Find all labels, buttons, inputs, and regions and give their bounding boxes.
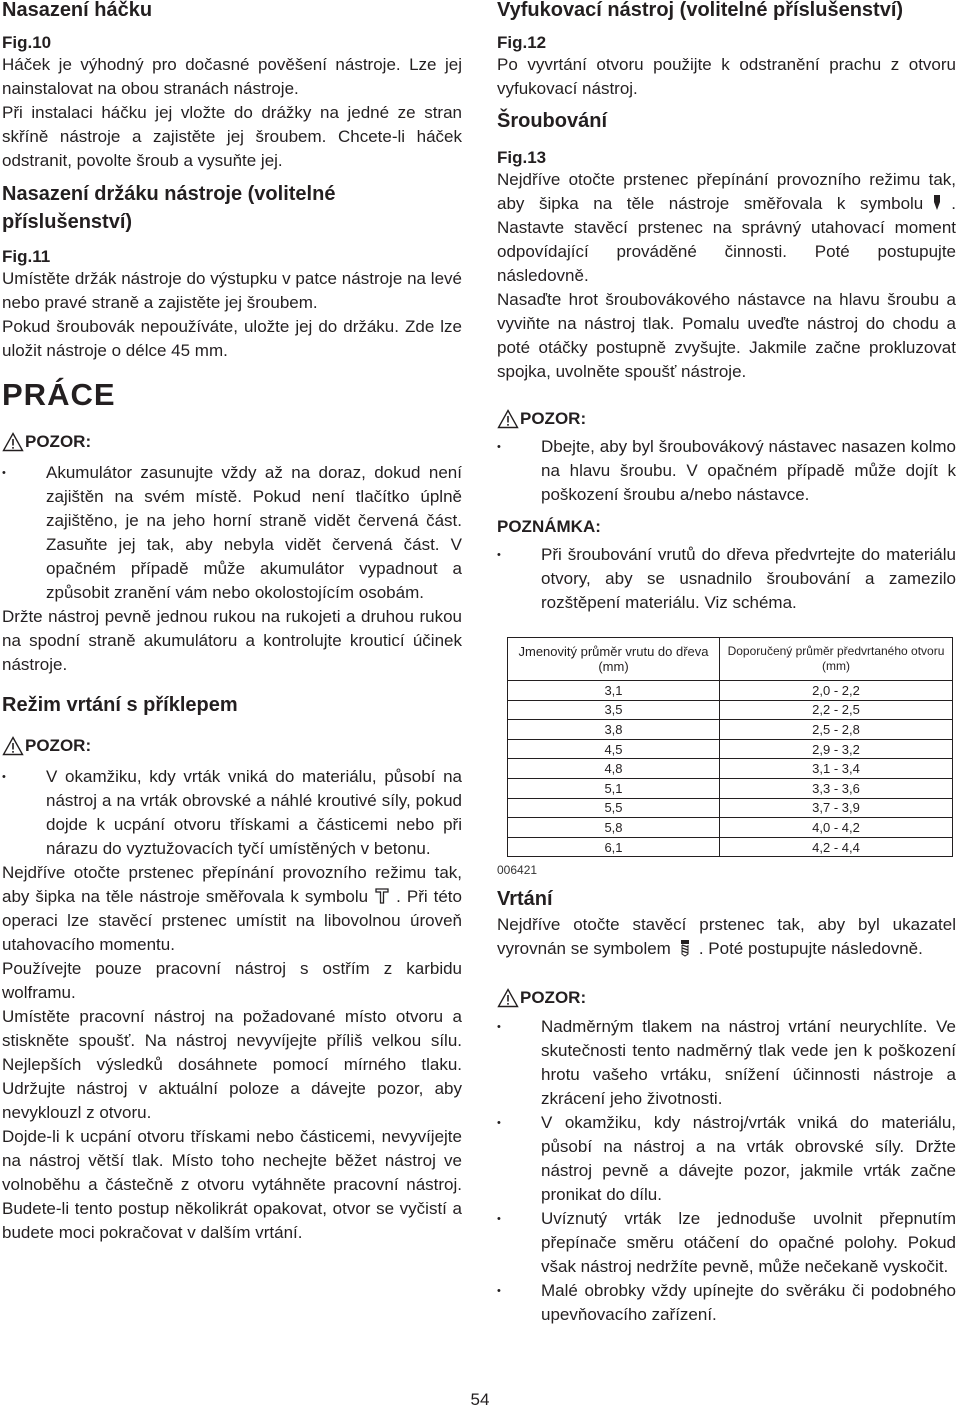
table-cell-screw-diameter: 4,8 xyxy=(508,759,720,779)
caution-label: POZOR: xyxy=(25,736,92,755)
section-title-hammer-drill: Režim vrtání s příklepem xyxy=(2,694,238,716)
caution-heading-1 xyxy=(2,429,462,455)
table-row xyxy=(508,778,953,798)
caution-heading-2 xyxy=(2,733,462,759)
warning-triangle-icon xyxy=(2,736,24,756)
screw-symbol-icon xyxy=(929,194,945,212)
table-cell-screw-diameter: 3,5 xyxy=(508,700,720,720)
table-cell-pilot-diameter: 3,3 - 3,6 xyxy=(720,778,953,798)
list-item: • V okamžiku, kdy nástroj/vrták vniká do materiálu, působí na nástroj a na vrták obrovské síly. Držte nástroj pevně a dávejte pozor, jakmile vrták začne pronikat do dílu. xyxy=(497,1111,956,1207)
list-item: • Uvíznutý vrták lze jednoduše uvolnit přepnutím přepínače směru otáčení do opačné polohy. Pokud však nástroj nedržíte pevně, může nečekaně vyskočit. xyxy=(497,1207,956,1279)
table-cell-pilot-diameter: 2,0 - 2,2 xyxy=(720,681,953,701)
caution-list-3 xyxy=(497,435,956,507)
hammer-drill-symbol-icon xyxy=(374,887,390,905)
caution-heading-4 xyxy=(497,985,956,1011)
table-cell-pilot-diameter: 4,2 - 4,4 xyxy=(720,837,953,857)
list-item: • Nadměrným tlakem na nástroj vrtání neurychlíte. Ve skutečnosti tento nadměrný tlak vede jen k poškození hrotu vašeho vrtáku, snížení účinnosti nástroje a zkrácení jeho životnosti. xyxy=(497,1015,956,1111)
paragraph-screw-mode xyxy=(497,168,956,288)
paragraph-drilling xyxy=(497,913,956,961)
paragraph-carbide-bit: Používejte pouze pracovní nástroj s ostřím z karbidu wolframu. xyxy=(2,959,462,1002)
table-row xyxy=(508,798,953,818)
table-code: 006421 xyxy=(497,863,538,878)
list-item: • Dbejte, aby byl šroubovákový nástavec nasazen kolmo na hlavu šroubu. V opačném případě může dojít k poškození šroubu a/nebo nástavce. xyxy=(497,435,956,507)
table-row xyxy=(508,818,953,838)
caution-label: POZOR: xyxy=(25,432,92,451)
paragraph-hook-install: Při instalaci háčku jej vložte do drážky na jedné ze stran skříně nástroje a zajistěte jej šroubem. Chcete-li háček odstranit, povolte šroub a vysuňte jej. xyxy=(2,103,462,170)
text-fragment: . Nastavte stavěcí prstenec na správný utahovací moment odpovídající prováděné činnosti. Poté postupujte následovně. xyxy=(497,194,956,285)
fig-label-13: Fig.13 xyxy=(497,148,547,167)
table-row xyxy=(508,739,953,759)
caution-list-2 xyxy=(2,765,462,861)
list-item: • Malé obrobky vždy upínejte do svěráku či podobného upevňovacího zařízení. xyxy=(497,1279,956,1327)
paragraph-screw-procedure: Nasaďte hrot šroubovákového nástavce na hlavu šroubu a vyviňte na nástroj tlak. Pomalu uveďte nástroj do chodu a poté otáčky postupně zvyšujte. Jakmile začne prokluzovat spojka, uvolněte spoušť nástroje. xyxy=(497,290,956,381)
drill-symbol-icon xyxy=(677,939,693,957)
caution-list-1 xyxy=(2,461,462,605)
table-row xyxy=(508,837,953,857)
table-header-row xyxy=(508,638,953,681)
text-fragment: Nejdříve otočte prstenec přepínání provozního režimu tak, aby šipka na těle nástroje směřovala k symbolu xyxy=(2,863,462,906)
table-cell-screw-diameter: 3,1 xyxy=(508,681,720,701)
table-body xyxy=(508,681,953,857)
table-cell-pilot-diameter: 2,5 - 2,8 xyxy=(720,720,953,740)
fig-label-10: Fig.10 xyxy=(2,33,52,52)
paragraph-mode-ring xyxy=(2,861,462,957)
caution-list-4 xyxy=(497,1015,956,1327)
warning-triangle-icon xyxy=(497,409,519,429)
warning-triangle-icon xyxy=(2,432,24,452)
paragraph-holder-place: Umístěte držák nástroje do výstupku v patce nástroje na levé nebo pravé straně a zajistěte jej šroubem. xyxy=(2,269,462,312)
table-row xyxy=(508,759,953,779)
table-cell-screw-diameter: 4,5 xyxy=(508,739,720,759)
table-cell-pilot-diameter: 2,9 - 3,2 xyxy=(720,739,953,759)
section-title-hook: Nasazení háčku xyxy=(2,0,153,21)
table-cell-pilot-diameter: 4,0 - 4,2 xyxy=(720,818,953,838)
warning-triangle-icon xyxy=(497,988,519,1008)
text-fragment: . Poté postupujte následovně. xyxy=(698,939,923,959)
caution-label: POZOR: xyxy=(520,409,587,428)
right-column xyxy=(497,0,956,1327)
section-title-drilling: Vrtání xyxy=(497,888,553,911)
note-list xyxy=(497,543,956,615)
paragraph-hold-tool: Držte nástroj pevně jednou rukou na rukojeti a druhou rukou na spodní straně akumulátoru a kontrolujte krouticí účinek nástroje. xyxy=(2,607,462,674)
left-column xyxy=(2,0,462,1245)
table-cell-screw-diameter: 5,8 xyxy=(508,818,720,838)
table-cell-pilot-diameter: 3,1 - 3,4 xyxy=(720,759,953,779)
list-item: • Akumulátor zasunujte vždy až na doraz, dokud není zajištěn na svém místě. Pokud není tlačítko úplně zajištěno, je na jeho horní straně vidět červená část. Zasuňte jej tak, aby nebyla vidět červená část. V opačném případě může akumulátor vypadnout a způsobit zranění vám nebo okolostojícím osobám. xyxy=(2,461,462,605)
caution-heading-3 xyxy=(497,406,956,432)
table-cell-screw-diameter: 6,1 xyxy=(508,837,720,857)
paragraph-hook-intro: Háček je výhodný pro dočasné pověšení nástroje. Lze jej nainstalovat na obou stranách nástroje. xyxy=(2,55,462,98)
paragraph-holder-store: Pokud šroubovák nepoužíváte, uložte jej do držáku. Zde lze uložit nástroje o délce 45 mm. xyxy=(2,317,462,360)
table-header-pilot-diameter: Doporučený průměr předvrtaného otvoru (mm) xyxy=(720,638,953,681)
text-fragment: Nejdříve otočte prstenec přepínání provozního režimu tak, aby šipka na těle nástroje směřovala k symbolu xyxy=(497,170,956,213)
text-fragment: . Při této operaci lze stavěcí prstenec umístit na libovolnou úroveň utahovacího momentu. xyxy=(2,887,462,954)
section-title-blow-out: Vyfukovací nástroj (volitelné příslušenství) xyxy=(497,0,904,21)
section-title-screwdriving: Šroubování xyxy=(497,110,608,132)
paragraph-blow-out: Po vyvrtání otvoru použijte k odstranění prachu z otvoru vyfukovací nástroj. xyxy=(497,55,956,98)
table-cell-screw-diameter: 5,1 xyxy=(508,778,720,798)
note-label: POZNÁMKA: xyxy=(497,517,601,536)
table-cell-screw-diameter: 3,8 xyxy=(508,720,720,740)
fig-label-11: Fig.11 xyxy=(2,247,51,266)
list-item: • V okamžiku, kdy vrták vniká do materiálu, působí na nástroj a na vrták obrovské a náhlé kroutivé síly, pokud dojde k ucpání otvoru třískami a částicemi nebo při nárazu do vyztužovacích tyčí umístěných v betonu. xyxy=(2,765,462,861)
table-cell-screw-diameter: 5,5 xyxy=(508,798,720,818)
table-cell-pilot-diameter: 2,2 - 2,5 xyxy=(720,700,953,720)
table-header-screw-diameter: Jmenovitý průměr vrutu do dřeva (mm) xyxy=(508,638,720,681)
table-cell-pilot-diameter: 3,7 - 3,9 xyxy=(720,798,953,818)
text-fragment: Nejdříve otočte stavěcí prstenec tak, aby byl ukazatel vyrovnán se symbolem xyxy=(497,915,956,959)
list-item: • Při šroubování vrutů do dřeva předvrtejte do materiálu otvory, aby se usnadnilo šroubování a zamezilo rozštěpení materiálu. Viz schéma. xyxy=(497,543,956,615)
table-row xyxy=(508,700,953,720)
caution-label: POZOR: xyxy=(520,988,587,1008)
table-row xyxy=(508,681,953,701)
section-title-tool-holder: Nasazení držáku nástroje (volitelné příslušenství) xyxy=(2,183,336,233)
paragraph-clogging: Dojde-li k ucpání otvoru třískami nebo částicemi, nevyvíjejte na nástroj větší tlak. Místo toho nechejte běžet nástroj ve volnoběhu a částečně z otvoru vytáhněte pracovní nástroj. Budete-li tento postup několikrát opakovat, otvor se vyčistí a budete moci pokračovat v dalším vrtání. xyxy=(2,1127,462,1242)
table-row xyxy=(508,720,953,740)
paragraph-place-bit: Umístěte pracovní nástroj na požadované místo otvoru a stiskněte spoušť. Na nástroj nevyvíjejte příliš velkou sílu. Nejlepších výsledků dosáhnete pomocí mírného tlaku. Udržujte nástroj v aktuální poloze a dávejte pozor, aby nevyklouzl z otvoru. xyxy=(2,1007,462,1122)
chapter-heading: PRÁCE xyxy=(2,377,116,412)
page-number: 54 xyxy=(470,1390,490,1409)
pilot-hole-table xyxy=(507,637,953,857)
fig-label-12: Fig.12 xyxy=(497,33,547,52)
